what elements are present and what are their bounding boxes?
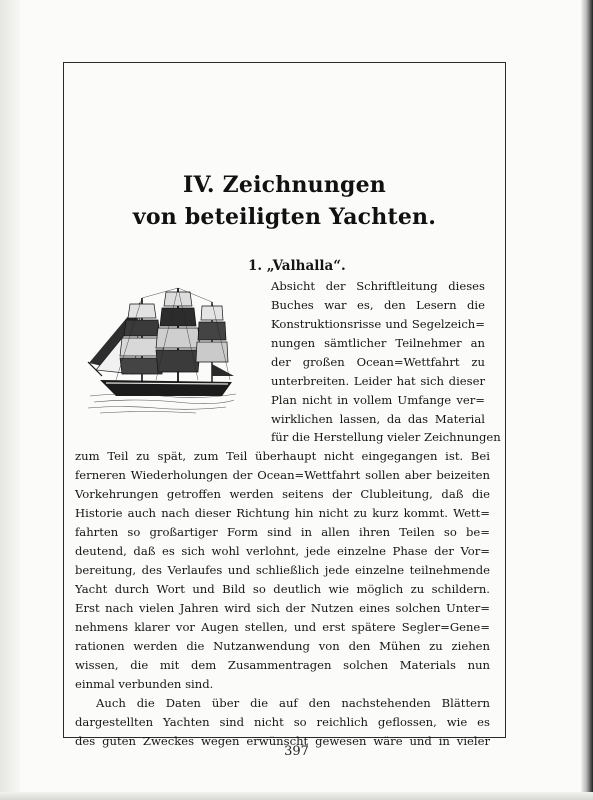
text-line: Plan nicht in vollem Umfange ver= — [271, 393, 485, 407]
text-line: bereitung, des Verlaufes und schließlich jede einzelne teilnehmende — [75, 563, 490, 577]
text-line: des guten Zweckes wegen erwünscht gewesen wäre und in vieler — [75, 734, 490, 748]
text-line: dargestellten Yachten sind nicht so reichlich geflossen, wie es — [75, 715, 490, 729]
text-line: deutend, daß es sich wohl verlohnt, jede einzelne Phase der Vor= — [75, 544, 490, 558]
text-line: einmal verbunden sind. — [75, 677, 214, 691]
sailing-ship-icon — [86, 284, 238, 418]
chapter-heading-line2: von beteiligten Yachten. — [132, 204, 437, 230]
section-title: 1. „Valhalla“. — [248, 258, 346, 274]
text-line: ferneren Wiederholungen der Ocean=Wettfahrt sollen aber beizeiten — [75, 468, 490, 482]
text-line: nungen sämtlicher Teilnehmer an — [271, 336, 485, 350]
text-line: Historie auch nach dieser Richtung hin nicht zu kurz kommt. Wett= — [75, 506, 490, 520]
text-line: Yacht durch Wort und Bild so deutlich wie möglich zu schildern. — [75, 582, 490, 596]
text-line: zum Teil zu spät, zum Teil überhaupt nicht eingegangen ist. Bei — [75, 449, 490, 463]
page-gutter-shadow — [0, 0, 20, 800]
text-line: nehmens klarer vor Augen stellen, und erst spätere Segler=Gene= — [75, 620, 490, 634]
text-line: Absicht der Schriftleitung dieses — [271, 279, 485, 293]
page-bottom-edge — [0, 792, 593, 800]
page-edge-shadow — [581, 0, 593, 800]
text-line: fahrten so großartiger Form sind in allen ihren Teilen so be= — [75, 525, 490, 539]
page-number: 397 — [284, 744, 309, 759]
text-line: der großen Ocean=Wettfahrt zu — [271, 355, 485, 369]
text-line: Erst nach vielen Jahren wird sich der Nutzen eines solchen Unter= — [75, 601, 490, 615]
text-line: für die Herstellung vieler Zeichnungen — [271, 430, 501, 444]
text-line: wissen, die mit dem Zusammentragen solchen Materials nun — [75, 658, 490, 672]
text-line: Buches war es, den Lesern die — [271, 298, 485, 312]
chapter-heading-line1: IV. Zeichnungen — [183, 172, 386, 198]
text-line: Auch die Daten über die auf den nachstehenden Blättern — [96, 696, 490, 710]
text-line: unterbreiten. Leider hat sich dieser — [271, 374, 485, 388]
text-line: Vorkehrungen getroffen werden seitens der Clubleitung, daß die — [75, 487, 490, 501]
text-line: wirklichen lassen, da das Material — [271, 412, 485, 426]
text-line: rationen werden die Nutzanwendung von den Mühen zu ziehen — [75, 639, 490, 653]
text-line: Konstruktionsrisse und Segelzeich= — [271, 317, 485, 331]
